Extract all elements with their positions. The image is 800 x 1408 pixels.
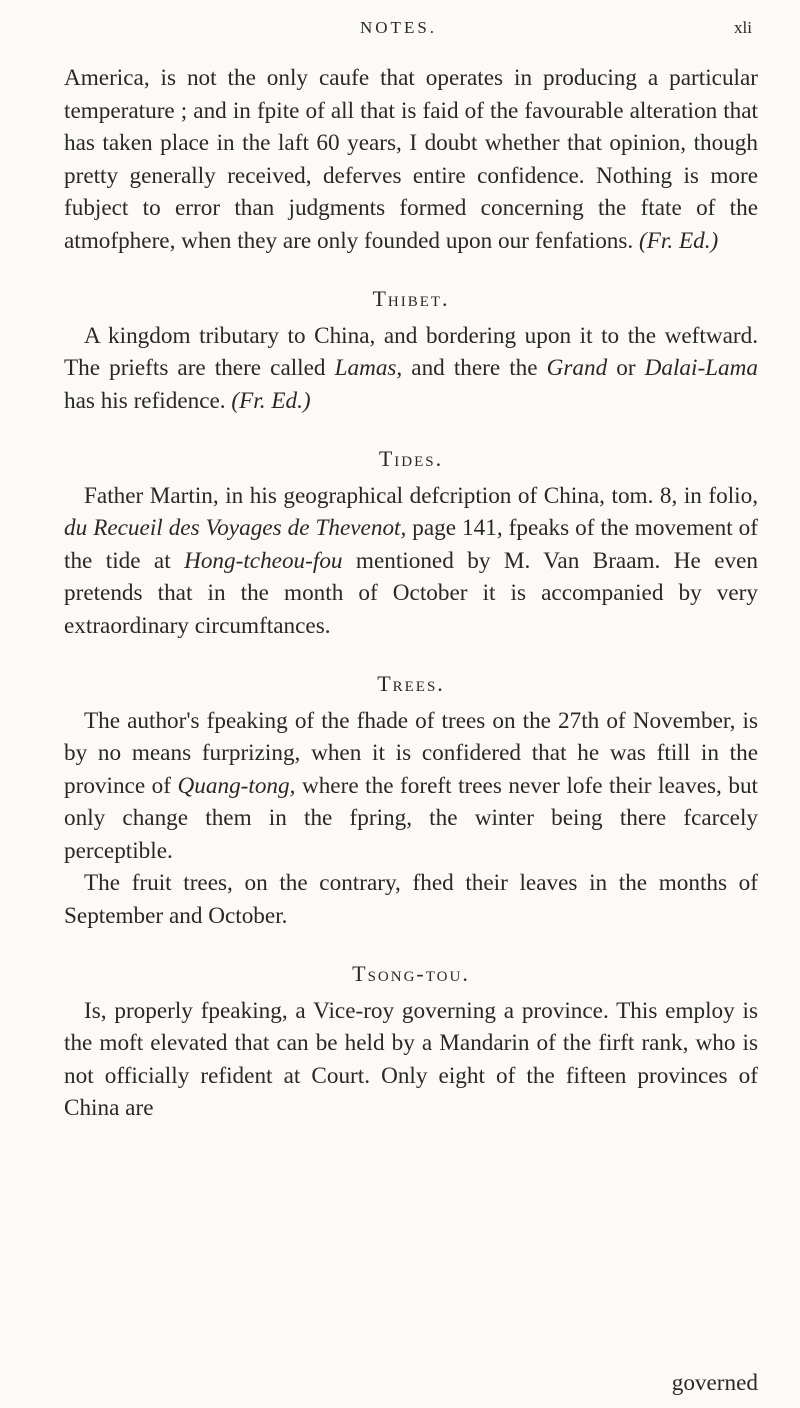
heading-trees: Trees. — [377, 671, 445, 696]
thibet-text-a: A kingdom tributary to China, and bordering upon it to the weftward. The priefts are there called — [64, 322, 758, 381]
heading-thibet: Thibet. — [372, 286, 450, 311]
running-head — [200, 18, 760, 48]
catchword: governed — [671, 1370, 758, 1396]
text-block — [64, 62, 758, 1125]
trees-text-b: where the foreft trees never lofe their leaves, but only change them in the fpring, the winter being there fcarcely perceptible. — [64, 772, 758, 864]
intro-text: America, is not the only caufe that operates in producing a particular temperature ; and in fpite of all that is faid of the favourable alteration that has taken place in the laft 60 years, I doubt whether that opinion, though pretty generally received, deferves entire confidence. Nothing is more fubject to error than judgments formed concerning the ftate of the atmofphere, when they are only founded upon our fenfations. — [64, 65, 758, 254]
thibet-em-c: Dalai-Lama — [644, 355, 758, 381]
running-title: NOTES. — [360, 18, 438, 37]
thibet-em-b: Grand — [546, 355, 608, 381]
paragraph-tides — [64, 480, 758, 643]
thibet-text-d: has his refidence. — [64, 387, 232, 414]
thibet-text-b: and there the — [402, 355, 547, 381]
paragraph-trees — [64, 705, 758, 868]
tides-text-b: page 141, fpeaks of the movement of the tide at — [64, 515, 758, 574]
intro-paragraph — [64, 62, 758, 257]
thibet-em-a: Lamas, — [334, 355, 403, 381]
paragraph-thibet — [64, 320, 758, 418]
heading-tides: Tides. — [378, 446, 444, 471]
tides-text-c: mentioned by M. Van Braam. He even pretends that in the month of October it is accompanied by very extraordinary circumftances. — [64, 547, 758, 639]
paragraph-trees-fruit: The fruit trees, on the contrary, fhed their leaves in the months of September and October. — [64, 870, 758, 929]
tides-em-a: du Recueil des Voyages de Thevenot, — [64, 515, 407, 541]
paragraph-tsong-tou: Is, properly fpeaking, a Vice-roy governing a province. This employ is the moft elevated that can be held by a Mandarin of the firft rank, who is not officially refident at Court. Only eight of the fifteen provinces of China are — [64, 997, 758, 1121]
page-number: xli — [734, 18, 752, 37]
tides-em-b: Hong-tcheou-fou — [184, 547, 343, 574]
heading-tsong-tou: Tsong-tou. — [352, 961, 470, 986]
thibet-source: (Fr. Ed.) — [231, 387, 311, 414]
trees-em-a: Quang-tong, — [177, 772, 296, 799]
intro-source: (Fr. Ed.) — [639, 227, 719, 254]
trees-text-a: The author's fpeaking of the fhade of trees on the 27th of November, is by no means furprizing, when it is confidered that he was ftill in the province of — [64, 707, 758, 799]
thibet-text-c: or — [607, 355, 645, 381]
tides-text-a: Father Martin, in his geographical defcription of China, tom. 8, in folio, — [84, 482, 758, 509]
